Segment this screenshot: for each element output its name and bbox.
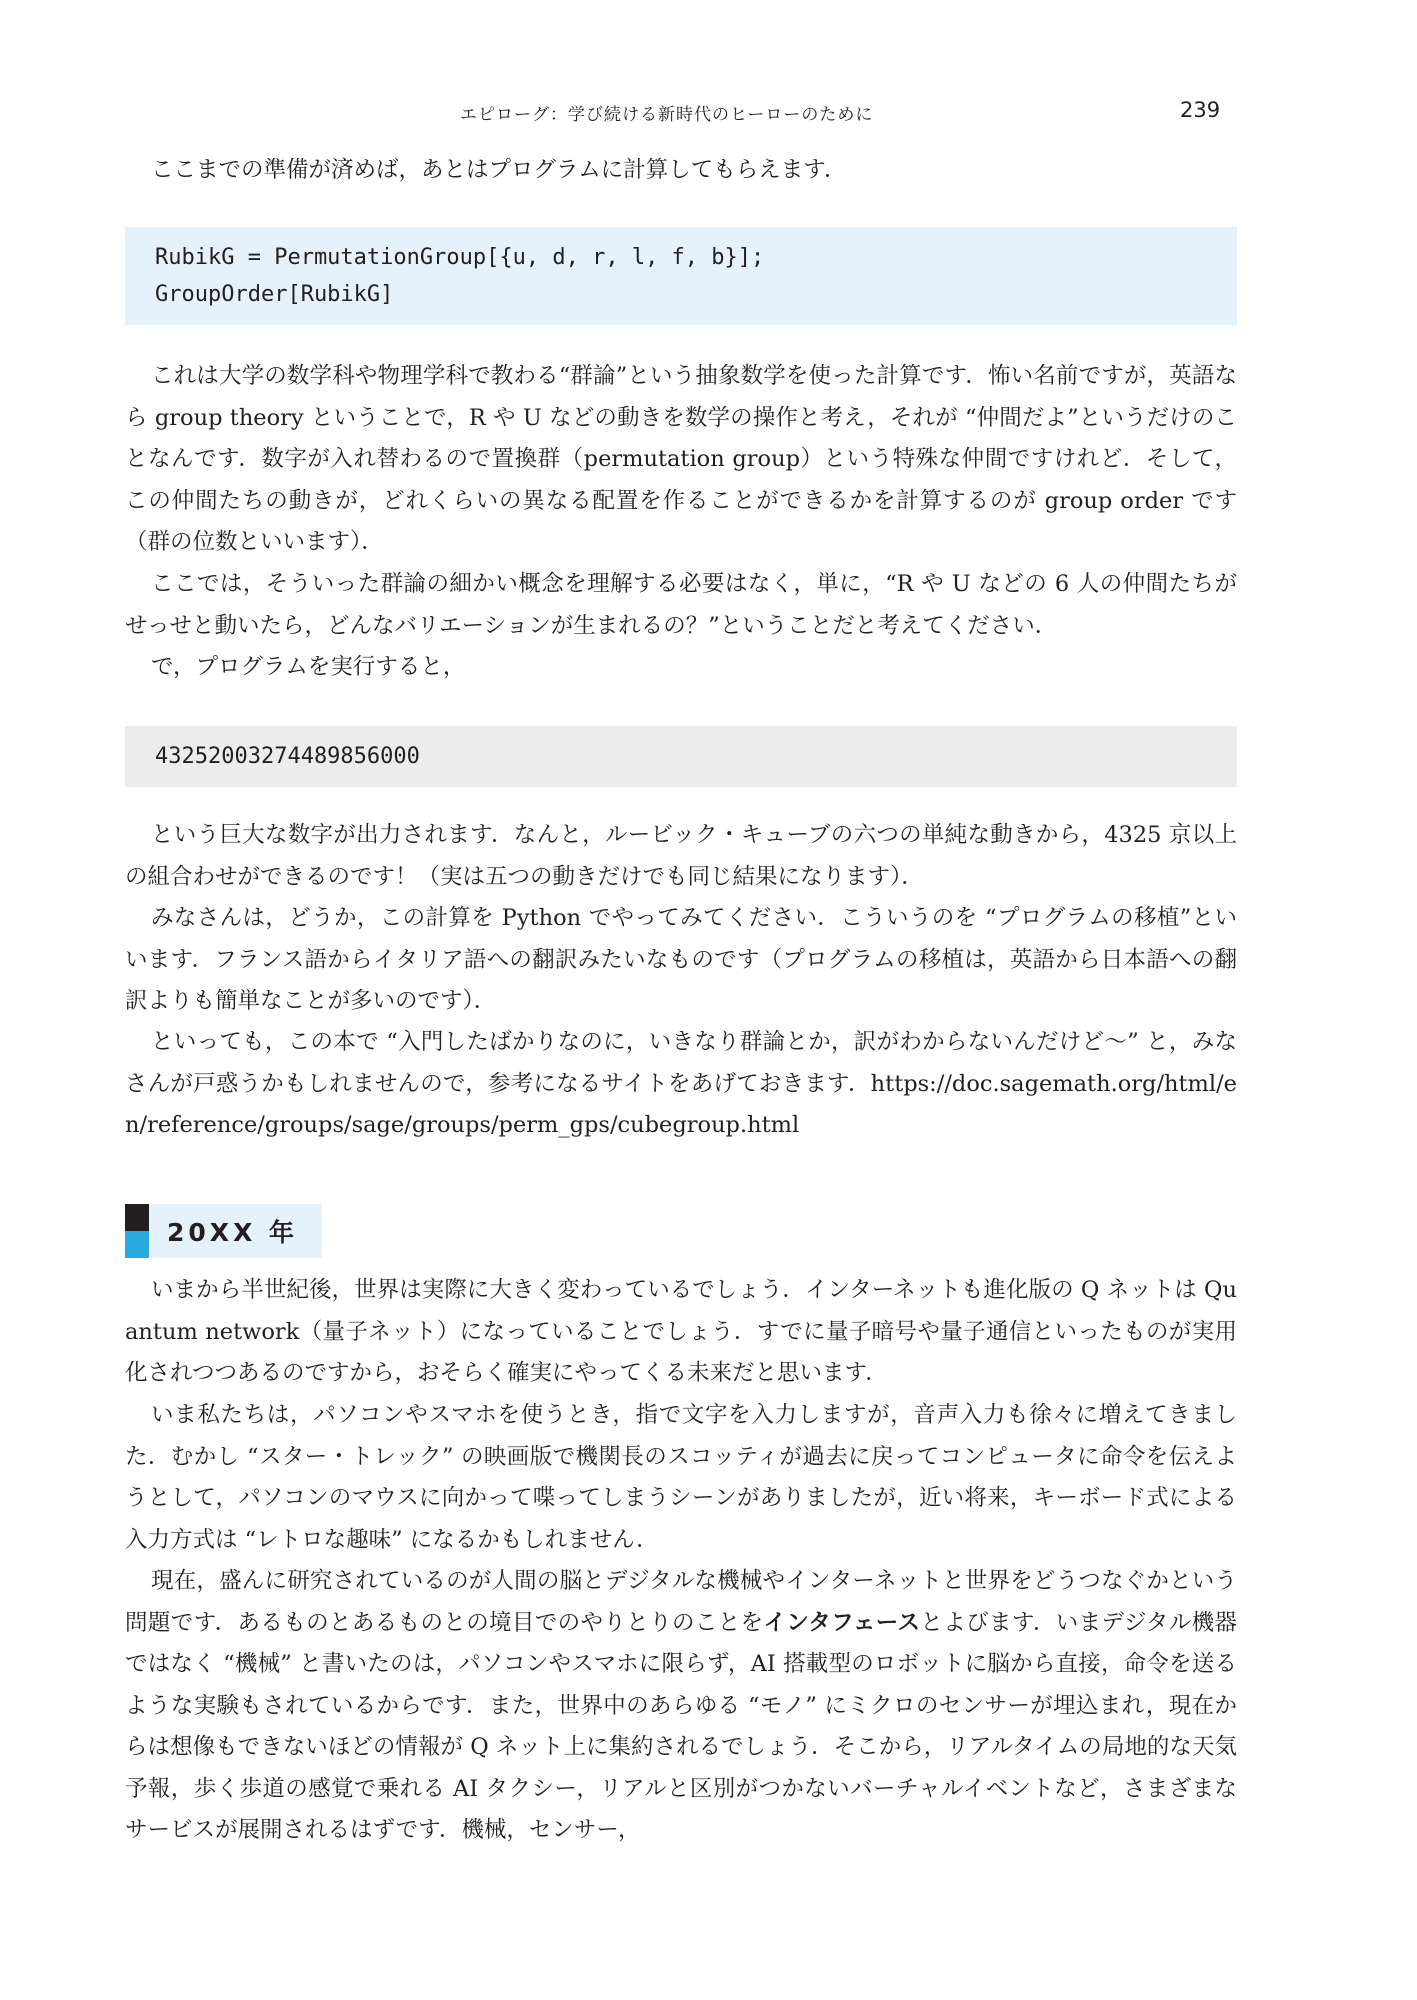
section-heading [125, 1204, 322, 1258]
code-block-permutation-group: RubikG = PermutationGroup[{u, d, r, l, f, b}]; GroupOrder[RubikG] [125, 227, 1237, 325]
paragraph-six-friends: ここでは，そういった群論の細かい概念を理解する必要はなく，単に，“R や U などの 6 人の仲間たちがせっせと動いたら，どんなバリエーションが生まれるの？”ということだと考えてください． [125, 571, 1237, 639]
paragraph-future-network: いまから半世紀後，世界は実際に大きく変わっているでしょう．インターネットも進化版の Q ネットは Quantum network（量子ネット）になっていることでしょう．すでに量子暗号や量子通信といったものが実用化されつつあるのですから，おそらく確実にやってくる未来だと思います． [125, 1277, 1237, 1386]
interface-text-a: 現在，盛んに研究されているのが人間の脳とデジタルな機械やインターネットと世界をどうつなぐかという問題です．あるものとあるものとの境目でのやりとりのことを [125, 1568, 1237, 1636]
paragraph-group-theory: これは大学の数学科や物理学科で教わる“群論”という抽象数学を使った計算です．怖い名前ですが，英語なら group theory ということで，R や U などの動きを数学の操作と考え，それが “仲間だよ”というだけのことなんです．数字が入れ替わるので置換群（permutation group）という特殊な仲間ですけれど．そして，この仲間たちの動きが，どれくらいの異なる配置を作ることができるかを計算するのが group order です（群の位数といいます）． [125, 363, 1237, 555]
paragraph-reference-site: といっても，この本で “入門したばかりなのに，いきなり群論とか，訳がわからないんだけど～” と，みなさんが戸惑うかもしれませんので，参考になるサイトをあげておきます．https://doc.sagemath.org/html/en/reference/groups/sage/groups/perm_gps/cubegroup.html [125, 1029, 1237, 1138]
paragraph-interface [125, 1561, 1237, 1852]
section-marker [125, 1204, 149, 1258]
intro-paragraph: ここまでの準備が済めば，あとはプログラムに計算してもらえます． [151, 157, 847, 183]
running-head-title: エピローグ：学び続ける新時代のヒーローのために [460, 105, 874, 125]
paragraph-run-program: で，プログラムを実行すると， [151, 654, 466, 680]
page-number: 239 [1180, 98, 1221, 122]
paragraph-voice-input: いま私たちは，パソコンやスマホを使うとき，指で文字を入力しますが，音声入力も徐々に増えてきました．むかし “スター・トレック” の映画版で機関長のスコッティが過去に戻ってコンピュータに命令を伝えようとして，パソコンのマウスに向かって喋ってしまうシーンがありましたが，近い将来，キーボード式による入力方式は “レトロな趣味” になるかもしれません． [125, 1402, 1237, 1553]
section-title: 20XX 年 [149, 1204, 322, 1258]
interface-text-b: とよびます．いまデジタル機器ではなく “機械” と書いたのは，パソコンやスマホに限らず，AI 搭載型のロボットに脳から直接，命令を送るような実験もされているからです．また，世界中のあらゆる “モノ” にミクロのセンサーが埋込まれ，現在からは想像もできないほどの情報が Q ネット上に集約されるでしょう．そこから，リアルタイムの局地的な天気予報，歩く歩道の感覚で乗れる AI タクシー，リアルと区別がつかないバーチャルイベントなど，さまざまなサービスが展開されるはずです．機械，センサー， [125, 1609, 1238, 1843]
paragraph-huge-number: という巨大な数字が出力されます．なんと，ルービック・キューブの六つの単純な動きから，4325 京以上の組合わせができるのです！（実は五つの動きだけでも同じ結果になります）． [125, 822, 1237, 890]
interface-term: インタフェース [763, 1609, 921, 1636]
code-block-output: 43252003274489856000 [125, 726, 1237, 787]
paragraph-python-port: みなさんは，どうか，この計算を Python でやってみてください．こういうのを “プログラムの移植”といいます．フランス語からイタリア語への翻訳みたいなものです（プログラムの移植は，英語から日本語への翻訳よりも簡単なことが多いのです）． [125, 905, 1237, 1014]
